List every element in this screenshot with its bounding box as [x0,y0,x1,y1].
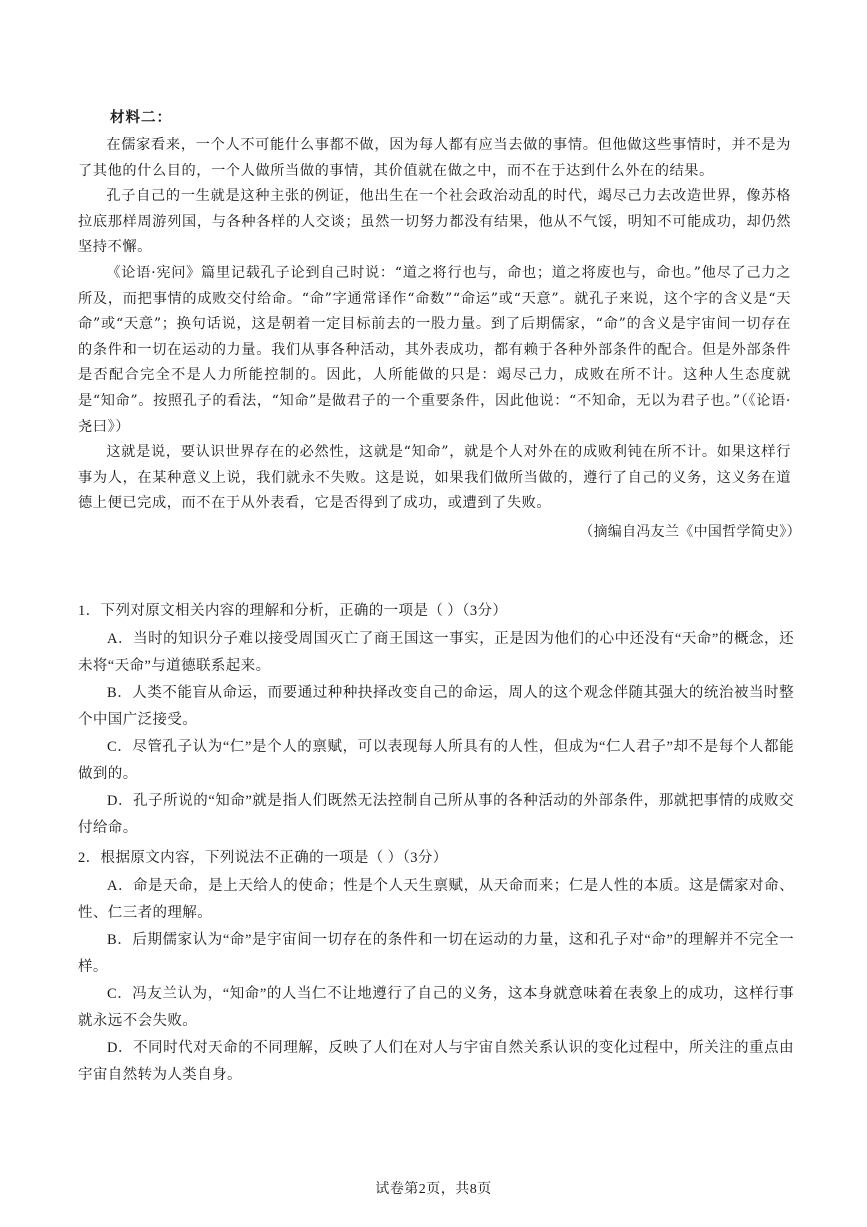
material-paragraph: 这就是说，要认识世界存在的必然性，这就是“知命”，就是个人对外在的成败利钝在所不计。如果这样行事为人，在某种意义上说，我们就永不失败。这是说，如果我们做所当做的，遵行了自己的义务，这义务在道德上便已完成，而不在于从外表看，它是否得到了成功，或遭到了失败。 [78,444,791,512]
option-b: B．后期儒家认为“命”是宇宙间一切存在的条件和一切在运动的力量，这和孔子对“命”的理解并不完全一样。 [78,932,794,975]
question-stem: 2．根据原文内容，下列说法不正确的一项是（ ）（3分） [78,850,448,866]
question-list [78,598,794,1092]
option-d: D．孔子所说的“知命”就是指人们既然无法控制自己所从事的各种活动的外部条件，那就把事情的成败交付给命。 [78,793,794,836]
question-2 [78,845,794,1088]
option-a: A．当时的知识分子难以接受周国灭亡了商王国这一事实，正是因为他们的心中还没有“天命”的概念，还未将“天命”与道德联系起来。 [78,631,794,674]
question-stem: 1．下列对原文相关内容的理解和分析，正确的一项是（ ）（3分） [78,603,508,619]
option-a: A．命是天命，是上天给人的使命；性是个人天生禀赋，从天命而来；仁是人性的本质。这是儒家对命、性、仁三者的理解。 [78,878,794,921]
reading-material [78,106,801,546]
option-d: D．不同时代对天命的不同理解，反映了人们在对人与宇宙自然关系认识的变化过程中，所关注的重点由宇宙自然转为人类自身。 [78,1040,794,1083]
option-c: C．尽管孔子认为“仁”是个人的禀赋，可以表现每人所具有的人性，但成为“仁人君子”却不是每个人都能做到的。 [78,739,794,782]
material-paragraph: 《论语·宪问》篇里记载孔子论到自己时说：“道之将行也与，命也；道之将废也与，命也。”他尽了己力之所及，而把事情的成败交付给命。“命”字通常译作“命数”“命运”或“天意”。就孔子来说，这个字的含义是“天命”或“天意”；换句话说，这是朝着一定目标前去的一股力量。到了后期儒家，“命”的含义是宇宙间一切存在的条件和一切在运动的力量。我们从事各种活动，其外表成功，都有赖于各种外部条件的配合。但是外部条件是否配合完全不是人力所能控制的。因此，人所能做的只是：竭尽己力，成败在所不计。这种人生态度就是“知命”。按照孔子的看法，“知命”是做君子的一个重要条件，因此他说：“不知命，无以为君子也。”（《论语·尧曰》） [78,264,791,435]
option-b: B．人类不能盲从命运，而要通过种种抉择改变自己的命运，周人的这个观念伴随其强大的统治被当时整个中国广泛接受。 [78,685,794,728]
material-source: （摘编自冯友兰《中国哲学简史》） [579,523,801,540]
material-title: 材料二： [110,110,172,126]
question-1 [78,598,794,841]
page-footer: 试卷第2页，共8页 [375,1182,492,1197]
option-c: C．冯友兰认为，“知命”的人当仁不让地遵行了自己的义务，这本身就意味着在表象上的成功，这样行事就永远不会失败。 [78,986,794,1029]
material-paragraph: 在儒家看来，一个人不可能什么事都不做，因为每人都有应当去做的事情。但他做这些事情时，并不是为了其他的什么目的，一个人做所当做的事情，其价值就在做之中，而不在于达到什么外在的结果。 [78,137,791,179]
material-paragraph: 孔子自己的一生就是这种主张的例证，他出生在一个社会政治动乱的时代，竭尽己力去改造世界，像苏格拉底那样周游列国，与各种各样的人交谈；虽然一切努力都没有结果，他从不气馁，明知不可能成功，却仍然坚持不懈。 [78,188,791,256]
